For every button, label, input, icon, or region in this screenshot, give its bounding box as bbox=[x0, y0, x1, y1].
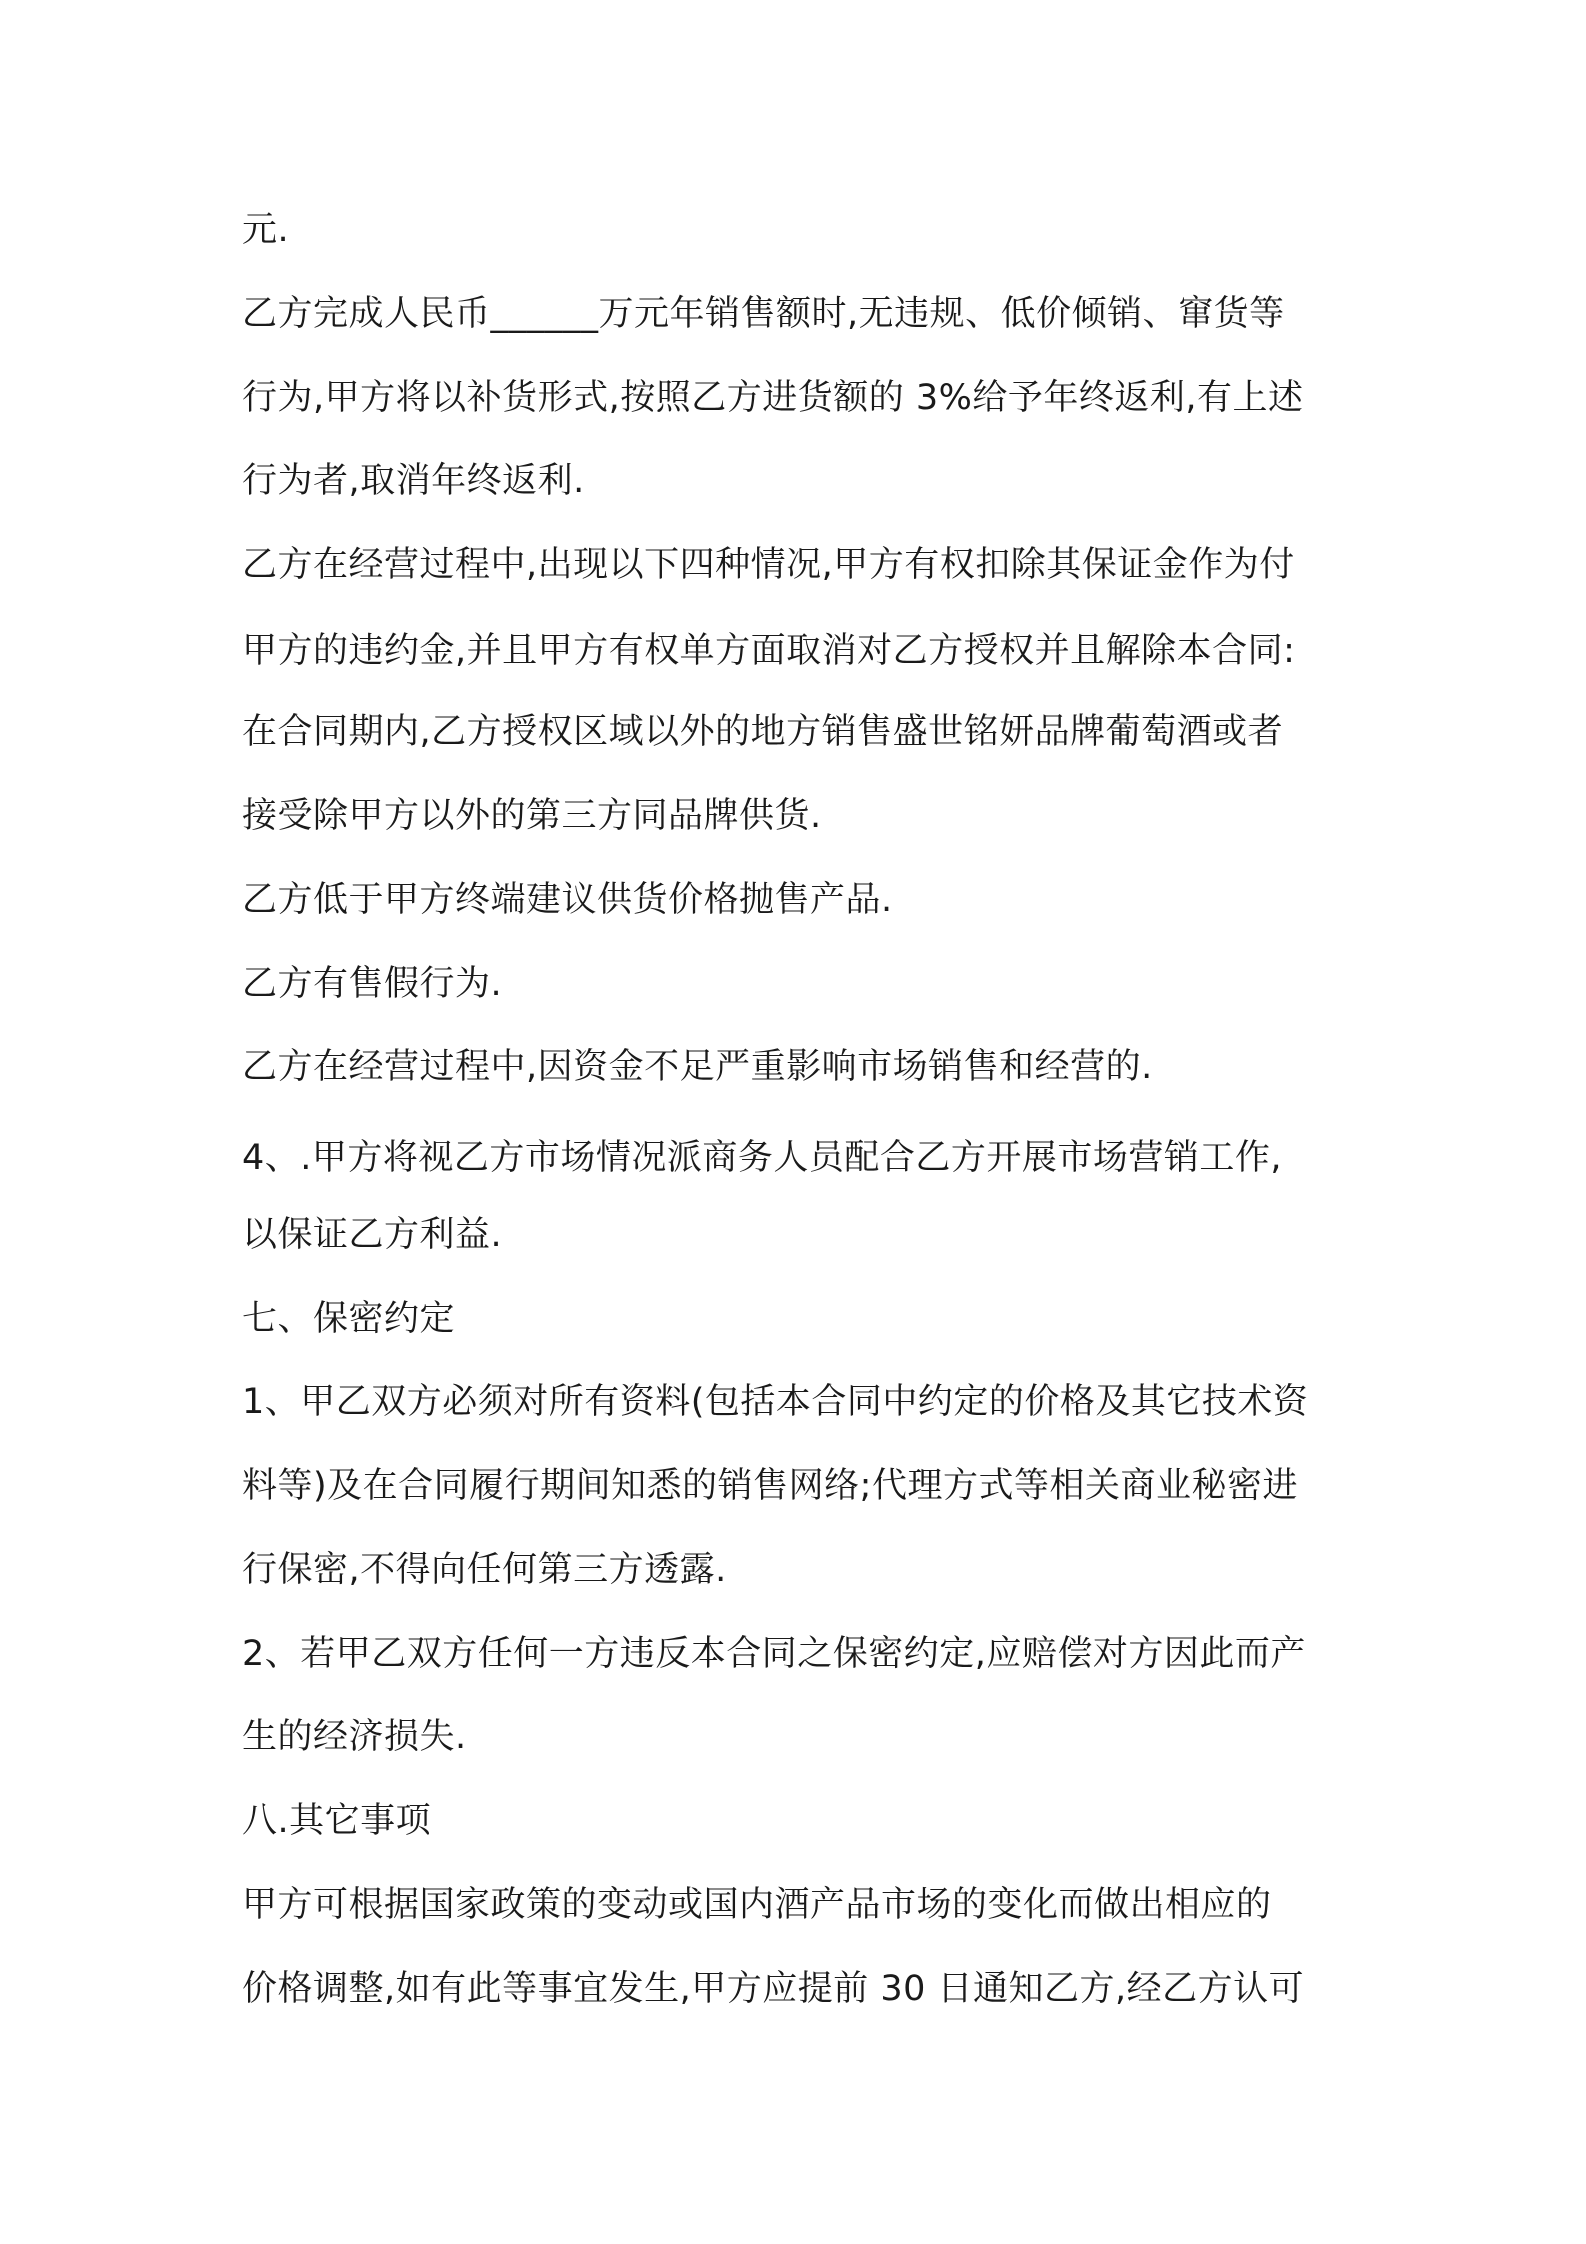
text-line: 乙方有售假行为. bbox=[242, 964, 503, 1004]
section-heading: 七、保密约定 bbox=[242, 1299, 456, 1339]
text-line: 在合同期内,乙方授权区域以外的地方销售盛世铭妍品牌葡萄酒或者 bbox=[242, 712, 1284, 752]
text-line: 2、若甲乙双方任何一方违反本合同之保密约定,应赔偿对方因此而产 bbox=[242, 1634, 1306, 1674]
text-line: 料等)及在合同履行期间知悉的销售网络;代理方式等相关商业秘密进 bbox=[242, 1466, 1298, 1506]
text-line: 元. bbox=[242, 210, 290, 250]
text-line: 生的经济损失. bbox=[242, 1717, 467, 1757]
text-line: 甲方的违约金,并且甲方有权单方面取消对乙方授权并且解除本合同: bbox=[242, 631, 1296, 671]
text-line: 1、甲乙双方必须对所有资料(包括本合同中约定的价格及其它技术资 bbox=[242, 1382, 1309, 1422]
text-line: 乙方在经营过程中,因资金不足严重影响市场销售和经营的. bbox=[242, 1047, 1153, 1087]
text-line: 乙方完成人民币______万元年销售额时,无违规、低价倾销、窜货等 bbox=[242, 294, 1285, 334]
text-line: 以保证乙方利益. bbox=[242, 1215, 503, 1255]
text-line: 接受除甲方以外的第三方同品牌供货. bbox=[242, 796, 822, 836]
text-line: 价格调整,如有此等事宜发生,甲方应提前 30 日通知乙方,经乙方认可 bbox=[242, 1969, 1305, 2009]
text-line: 甲方可根据国家政策的变动或国内酒产品市场的变化而做出相应的 bbox=[242, 1885, 1272, 1925]
text-line: 乙方低于甲方终端建议供货价格抛售产品. bbox=[242, 880, 893, 920]
text-line: 行保密,不得向任何第三方透露. bbox=[242, 1550, 727, 1590]
text-line: 行为者,取消年终返利. bbox=[242, 461, 585, 501]
text-line: 乙方在经营过程中,出现以下四种情况,甲方有权扣除其保证金作为付 bbox=[242, 545, 1295, 585]
section-heading: 八.其它事项 bbox=[242, 1801, 432, 1841]
text-line: 4、.甲方将视乙方市场情况派商务人员配合乙方开展市场营销工作, bbox=[242, 1138, 1283, 1178]
text-line: 行为,甲方将以补货形式,按照乙方进货额的 3%给予年终返利,有上述 bbox=[242, 378, 1304, 418]
